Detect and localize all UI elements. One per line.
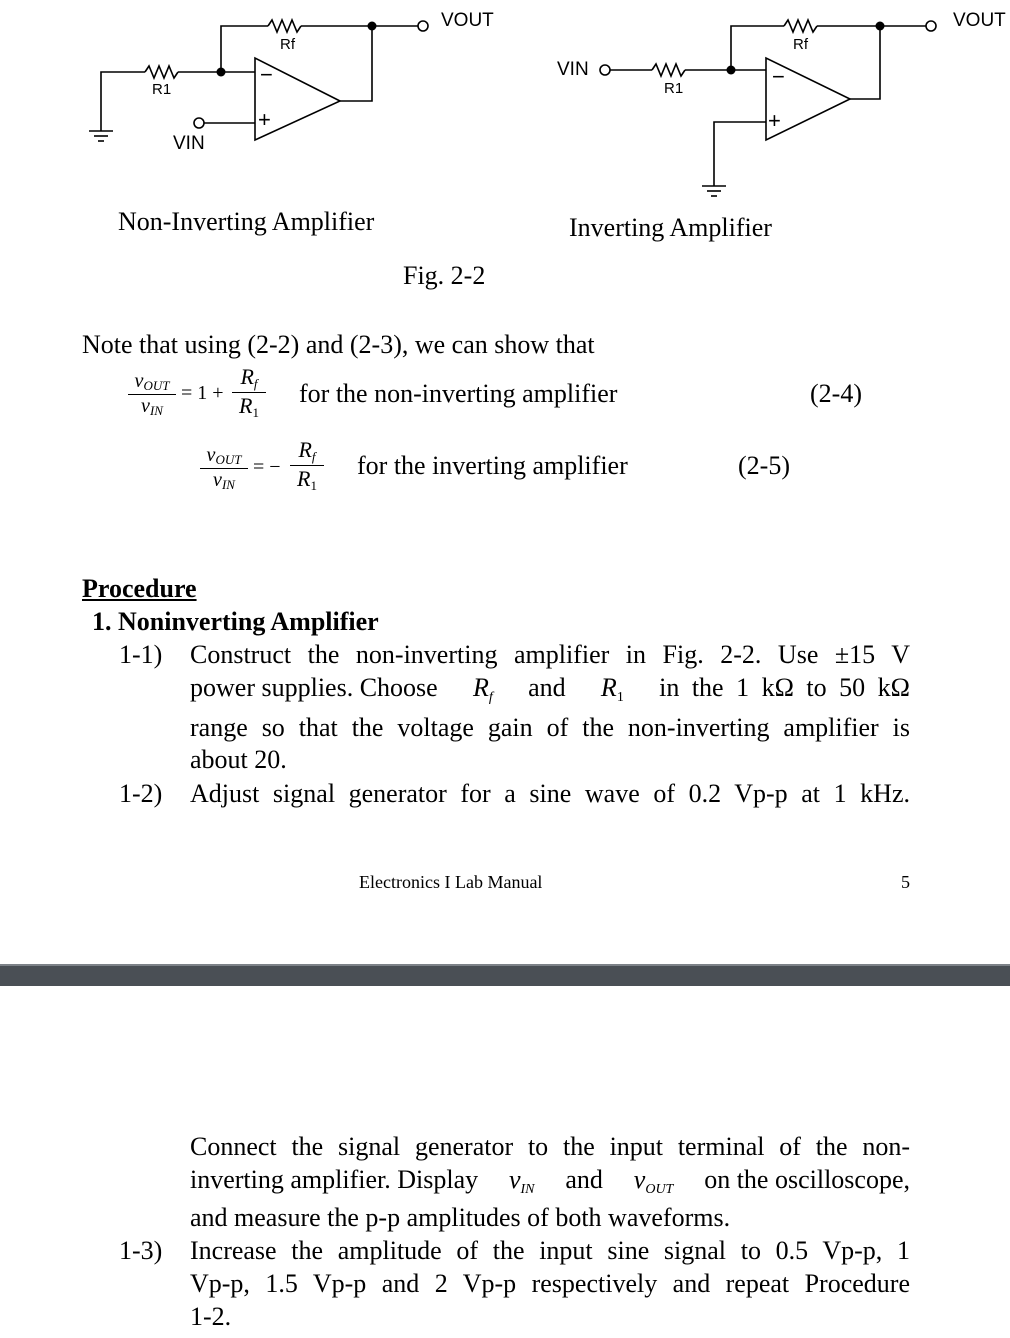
inverting-amplifier-schematic [540, 0, 1010, 210]
footer-title: Electronics I Lab Manual [359, 872, 543, 892]
left-opamp-minus-sign: − [260, 62, 273, 87]
vin-symbol: vIN [508, 1165, 535, 1197]
step-1-1-line3: range so that the voltage gain of the non-inverting amplifier is [190, 713, 910, 742]
continuation-line2-c: on the oscilloscope, [704, 1165, 910, 1194]
step-1-1-line4: about 20. [190, 745, 287, 774]
continuation-line2-a: inverting amplifier. Display [190, 1165, 479, 1194]
step-1-2-line1: Adjust signal generator for a sine wave of 0.2 Vp-p at 1 kHz. [190, 779, 910, 808]
figure-label: Fig. 2-2 [403, 261, 486, 290]
rf-symbol: Rf [473, 673, 493, 705]
continuation-line2-b: and [565, 1165, 603, 1194]
step-1-1-line2-c: in the 1 kΩ to 50 kΩ [659, 673, 910, 702]
left-rf-label: Rf [280, 36, 295, 53]
left-vout-label: VOUT [441, 10, 494, 31]
r1-symbol: R1 [600, 673, 624, 705]
procedure-heading: Procedure [82, 574, 197, 603]
eq2-lhs-fraction: vOUT vIN [200, 444, 248, 493]
step-1-3-line2: Vp-p, 1.5 Vp-p and 2 Vp-p respectively and repeat Procedure [190, 1269, 910, 1298]
step-1-1-line2-a: power supplies. Choose [190, 673, 438, 702]
continuation-line2 [190, 1165, 910, 1198]
eq1-operator: = 1 + [181, 382, 224, 404]
eq1-description: for the non-inverting amplifier [299, 379, 618, 408]
step-1-3-line1: Increase the amplitude of the input sine signal to 0.5 Vp-p, 1 [190, 1236, 910, 1265]
eq1-rhs-fraction: Rf R1 [232, 364, 266, 421]
section-title: 1. Noninverting Amplifier [92, 607, 379, 636]
vout-symbol: vOUT [633, 1165, 674, 1197]
step-1-3-number: 1-3) [119, 1236, 163, 1265]
step-1-2-number: 1-2) [119, 779, 163, 808]
eq2-number: (2-5) [738, 451, 790, 480]
page-number: 5 [901, 872, 910, 892]
left-r1-label: R1 [152, 81, 172, 98]
left-vin-label: VIN [173, 133, 205, 154]
continuation-line1: Connect the signal generator to the input terminal of the non- [190, 1132, 910, 1161]
non-inverting-caption: Non-Inverting Amplifier [118, 207, 375, 236]
step-1-3-line3: 1-2. [190, 1302, 232, 1331]
page-break-divider [0, 964, 1010, 986]
right-r1-label: R1 [664, 80, 684, 97]
right-vout-label: VOUT [953, 10, 1006, 31]
step-1-1-number: 1-1) [119, 640, 163, 669]
right-vin-label: VIN [557, 59, 589, 80]
step-1-1-line2 [190, 673, 910, 706]
note-intro: Note that using (2-2) and (2-3), we can show that [82, 330, 595, 359]
eq2-operator: = − [253, 456, 281, 478]
step-1-1-line1: Construct the non-inverting amplifier in Fig. 2-2. Use ±15 V [190, 640, 910, 669]
eq1-number: (2-4) [810, 379, 862, 408]
step-1-1-line2-b: and [528, 673, 566, 702]
inverting-caption: Inverting Amplifier [569, 213, 772, 242]
right-rf-label: Rf [793, 36, 808, 53]
eq1-lhs-fraction: vOUT vIN [128, 370, 176, 419]
continuation-line3: and measure the p-p amplitudes of both waveforms. [190, 1203, 731, 1232]
eq2-description: for the inverting amplifier [357, 451, 628, 480]
left-opamp-plus-sign: + [258, 107, 271, 132]
eq2-rhs-fraction: Rf R1 [290, 437, 324, 494]
right-opamp-plus-sign: + [768, 108, 781, 133]
non-inverting-amplifier-schematic [0, 0, 510, 200]
right-opamp-minus-sign: − [772, 64, 785, 89]
